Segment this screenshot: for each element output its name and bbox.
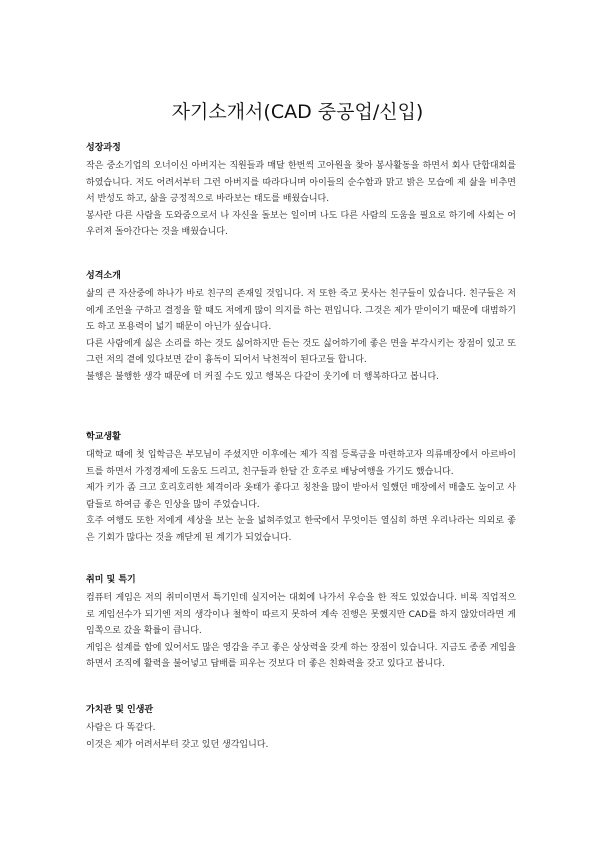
paragraph: 게임은 설계를 함에 있어서도 많은 영감을 주고 좋은 상상력을 갖게 하는 장점이 있습니다. 지금도 종종 게임을 하면서 조직에 활력을 불어넣고 답배를 피우는 것보다 더 좋은 친화력을 갖고 있다고 봅니다. xyxy=(86,642,516,670)
paragraph: 이것은 제가 어려서부터 갖고 있던 생각입니다. xyxy=(86,739,269,750)
paragraph: 불행은 불행한 생각 때문에 더 커질 수도 있고 행복은 다같이 웃기에 더 행복하다고 봅니다. xyxy=(86,371,440,382)
section-heading: 성장과정 xyxy=(86,143,121,153)
paragraph: 대학교 때에 첫 입학금은 부모님이 주셨지만 이후에는 제가 직접 등록금을 마련하고자 의류매장에서 아르바이트를 하면서 가정경제에 도움도 드리고, 친구들과 한달 간 호주로 배낭여행을 가기도 했습니다. xyxy=(86,450,516,477)
paragraph: 봉사란 다른 사람을 도와줌으로서 나 자신을 돌보는 일이며 나도 다른 사람의 도움을 필요로 하기에 사회는 어우러져 돌아간다는 것을 배웠습니다. xyxy=(86,210,516,238)
paragraph: 컴퓨터 게임은 저의 취미이면서 특기인데 실지어는 대회에 나가서 우승을 한 적도 있었습니다. 비록 직업적으로 게임선수가 되기엔 저의 생각이나 철학이 따르지 못하여 계속 진행은 못했지만 CAD를 하지 않았더라면 게임쪽으로 갔을 확률이 큽니다. xyxy=(86,593,516,637)
section-heading: 취미 및 특기 xyxy=(86,575,136,585)
paragraph: 호주 여행도 또한 저에게 세상을 보는 눈을 넓혀주었고 한국에서 무엇이든 열심히 하면 우리나라는 의외로 좋은 기회가 많다는 것을 깨닫게 된 계기가 되었습니다. xyxy=(86,516,516,543)
paragraph: 다른 사람에게 싫은 소리를 하는 것도 싫어하지만 듣는 것도 싫어하기에 좋은 면을 부각시키는 장점이 있고 또 그런 저의 곁에 있다보면 같이 흉독이 되어서 낙천적이 된다고들 합니다. xyxy=(86,338,516,366)
document-title: 자기소개서(CAD 중공업/신입) xyxy=(171,101,424,123)
paragraph: 작은 중소기업의 오너이신 아버지는 직원들과 매달 한번씩 고아원을 찾아 봉사활동을 하면서 회사 단합대회를 하였습니다. 저도 어려서부터 그런 아버지를 따라다니며 아이들의 순수함과 맑고 밝은 모습에 제 삶을 비추면서 반성도 하고, 삶을 긍정적으로 바라보는 태도를 배웠습니다. xyxy=(86,161,516,205)
section-growth xyxy=(86,142,516,241)
section-hobbies xyxy=(86,574,516,673)
paragraph: 사람은 다 똑같다. xyxy=(86,723,156,733)
paragraph: 삶의 큰 자산중에 하나가 바로 친구의 존재일 것입니다. 저 또한 죽고 못사는 친구들이 있습니다. 친구들은 저에게 조언을 구하고 결정을 할 때도 저에게 많이 의지를 하는 편입니다. 그것은 제가 맏이이기 때문에 대범하기도 하고 포용력이 넓기 때문이 아닌가 싶습니다. xyxy=(86,289,516,333)
section-personality xyxy=(86,270,516,386)
section-values xyxy=(86,704,516,753)
section-heading: 성격소개 xyxy=(86,271,121,281)
section-heading: 가치관 및 인생관 xyxy=(86,705,154,715)
section-school-life xyxy=(86,431,516,547)
paragraph: 제가 키가 좀 크고 호리호리한 체격이라 옷태가 좋다고 칭찬을 많이 받아서 일했던 매장에서 매출도 높이고 사람들로 하여금 좋은 인상을 많이 주었습니다. xyxy=(86,483,516,510)
section-heading: 학교생활 xyxy=(86,432,121,442)
